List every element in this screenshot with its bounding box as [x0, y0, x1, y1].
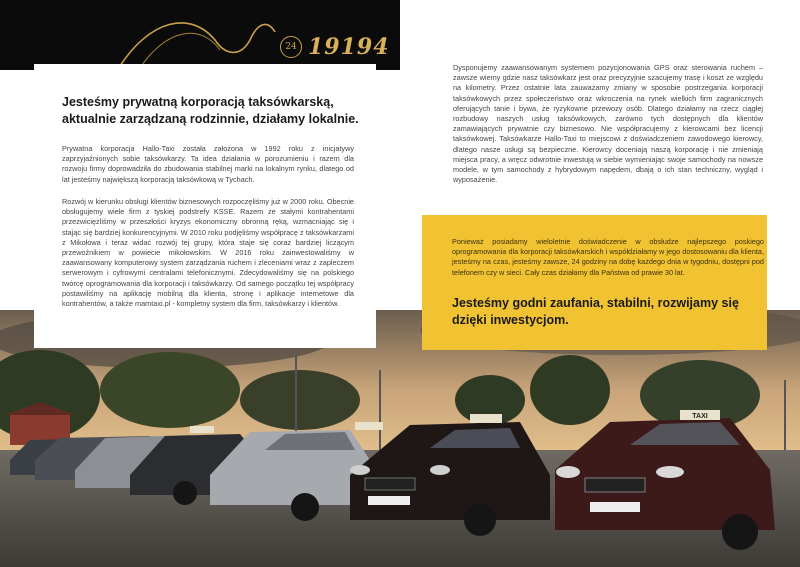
- logo-24h-badge: 24: [280, 36, 302, 58]
- intro-paragraph-business: Rozwój w kierunku obsługi klientów biznesowych rozpoczęliśmy już w 2000 roku. Obecnie obsługujemy wiele firm z tyskiej podstrefy KSSE. Razem ze stałymi kontrahentami przezwiciężliśmy w przeszłości kryzys ekonomiczny obronną ręką, wzmacniając się i stając się bardziej konkurencyjnymi. W 2010 roku podjęliśmy współpracę z taksówkarzami z Mikołowa i teraz widać rozwój tej grupy, która staje się coraz bardziej liczącym przewoźnikiem w powiecie mikołowskim. W 2016 roku zainwestowaliśmy w zaawansowany komputerowy system zarządzania ruchem i zleceniami wraz z zapleczem serwerowym i cyfrowymi centralami telefonicznymi. Zdecydowaliśmy się na polskiego twórcę oprogramowania dla korporacji i taksówkarzy. Od samego początku tej współpracy postawiliśmy na aplikację mobilną dla klienta, stronę i aplikacje internetowe dla kontrahentów, a także mamtaxi.pl - kompletny system dla firm, taksówkarzy i klientów.: [62, 197, 354, 309]
- trust-callout-box: [422, 215, 767, 350]
- trust-callout-heading: Jesteśmy godni zaufania, stabilni, rozwijamy się dzięki inwestycjom.: [452, 296, 739, 327]
- gps-system-paragraph: Dysponujemy zaawansowanym systemem pozycjonowania GPS oraz sterowania ruchem – zawsze wiemy gdzie nasz taksówkarz jest oraz precyzyjnie szacujemy trasę i koszt ze względu na kilometry. Przez ostatnie lata zauważamy zmiany w sposobie postrzegania korporacji taksówkowych przez społeczeństwo oraz wkroczenia na rynek wielkich firm zagranicznych oferujących tanie i bywa, że ryzykowne przewozy osób. Dlatego działamy na rzecz ciągłej rozbudowy naszych usług taksówkowych, zarówno tych dostępnych dla klientów zamawiających prywatnie czy biznesowo. Nie współpracujemy z kierowcami bez licencji taksówkowej. Taksówkarze Hallo-Taxi to miejscowi z doświadczeniem zawodowego kierowcy, dlatego nasze usługi są bezpieczne. Kierowcy doceniają naszą korporację i nie zmieniają miejsca pracy, a wręcz odwrotnie inwestują w siebie wymieniając swoje samochody na nowsze modele, w tym samochody z hybrydowym napędem, dbają o ich stan techniczny, wygląd i wyposażenie.: [453, 63, 763, 185]
- trust-callout-paragraph: Ponieważ posiadamy wieloletnie doświadczenie w obsłudze najlepszego poskiego oprogramowania dla korporacji taksówkarskich i współdziałamy w jego dostosowaniu dla klienta, jesteśmy na czas, jesteśmy zawsze, 24 godziny na dobę każdego dnia w tygodniu, dostępni pod telefonem czy w sieci. Cały czas działamy dla Państwa od prawie 30 lat.: [452, 237, 764, 277]
- company-logo: [280, 34, 390, 60]
- logo-phone-number: 19194: [308, 34, 390, 60]
- taxi-roof-sign: TAXI: [692, 413, 708, 420]
- intro-heading: Jesteśmy prywatną korporacją taksówkarską, aktualnie zarządzaną rodzinnie, działamy lokalnie.: [62, 95, 359, 126]
- intro-card: [34, 64, 376, 348]
- intro-paragraph-history: Prywatna korporacja Hallo-Taxi została założona w 1992 roku z inicjatywy zaprzyjaźnionych sobie taksówkarzy. Ta idea działania w porozumieniu i razem dla rozwoju firmy doprowadziła do zbudowania stabilnej marki na lokalnym rynku, dlatego od lat jesteśmy największą korporacją taksówkową w Tychach.: [62, 144, 354, 184]
